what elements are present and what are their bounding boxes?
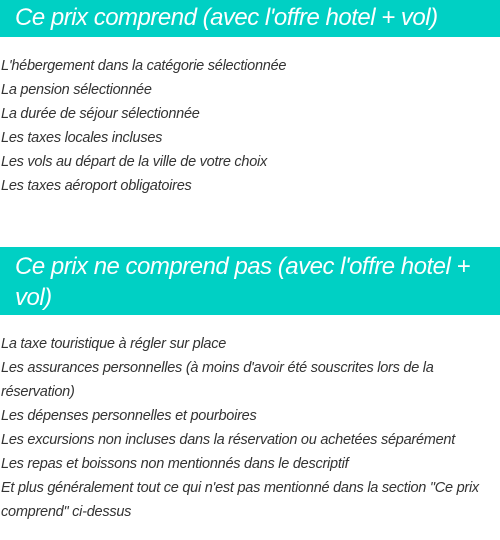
included-item: La pension sélectionnée — [1, 82, 152, 98]
excluded-item: Les dépenses personnelles et pourboires — [1, 408, 257, 424]
excluded-item: Et plus généralement tout ce qui n'est pas mentionné dans la section "Ce prix comprend" ci-dessus — [1, 480, 479, 520]
excluded-item: Les repas et boissons non mentionnés dans le descriptif — [1, 456, 349, 472]
included-section — [0, 0, 500, 198]
included-item: Les vols au départ de la ville de votre choix — [1, 154, 268, 170]
included-title: Ce prix comprend (avec l'offre hotel + vol) — [0, 0, 500, 37]
excluded-section — [0, 247, 500, 524]
excluded-title: Ce prix ne comprend pas (avec l'offre hotel + vol) — [0, 247, 500, 315]
excluded-item: La taxe touristique à régler sur place — [1, 336, 227, 352]
included-item: Les taxes aéroport obligatoires — [1, 178, 192, 194]
included-list — [0, 54, 500, 198]
included-item: Les taxes locales incluses — [1, 130, 163, 146]
included-item: La durée de séjour sélectionnée — [1, 106, 200, 122]
excluded-item: Les excursions non incluses dans la réservation ou achetées séparément — [1, 432, 456, 448]
included-item: L'hébergement dans la catégorie sélectionnée — [1, 58, 287, 74]
excluded-item: Les assurances personnelles (à moins d'avoir été souscrites lors de la réservation) — [1, 360, 434, 400]
excluded-list — [0, 332, 500, 524]
